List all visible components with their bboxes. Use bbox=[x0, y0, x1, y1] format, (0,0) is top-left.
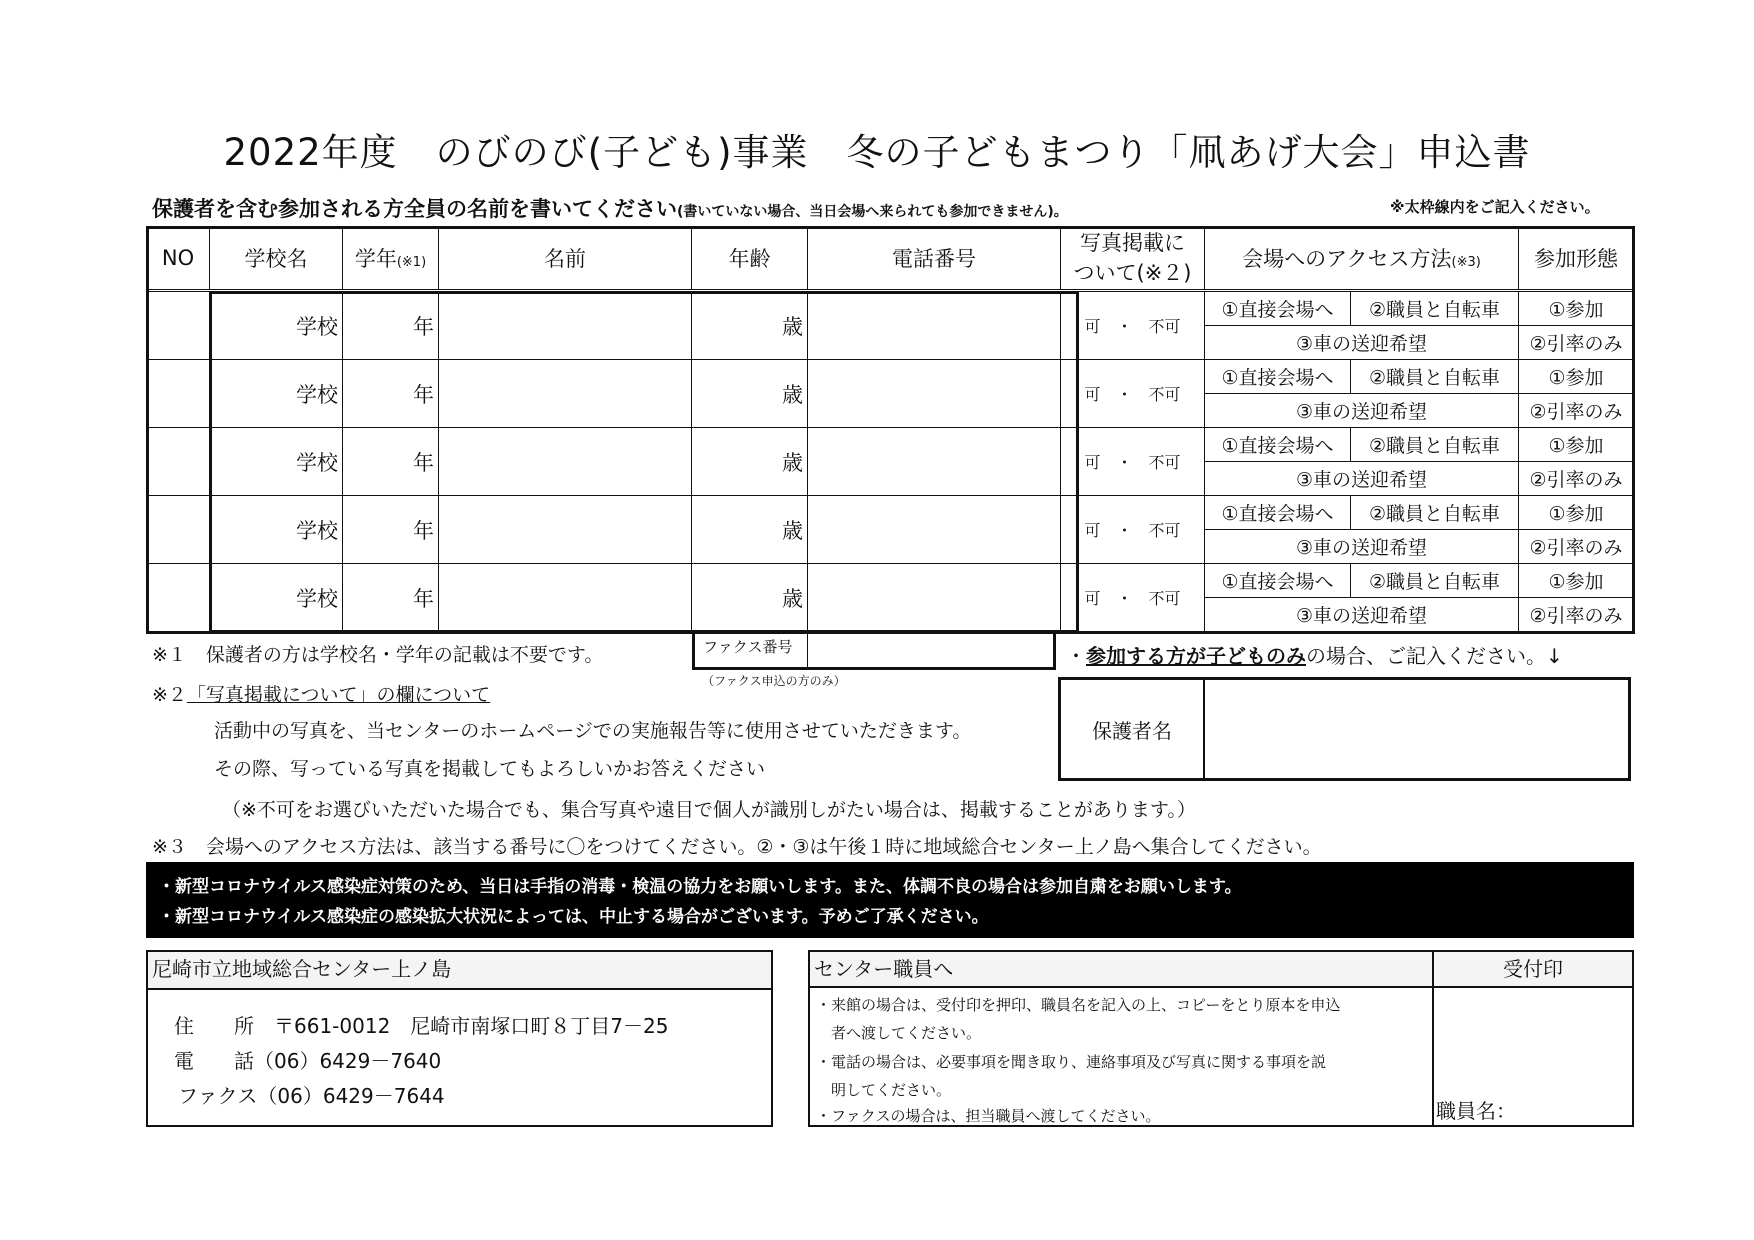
header-access-note: (※3) bbox=[1451, 255, 1481, 270]
type-option-escort[interactable]: ②引率のみ bbox=[1519, 530, 1634, 564]
type-option-escort[interactable]: ②引率のみ bbox=[1519, 394, 1634, 428]
header-type: 参加形態 bbox=[1519, 227, 1634, 291]
access-option-bicycle[interactable]: ②職員と自転車 bbox=[1351, 564, 1519, 598]
guardian-instruction bbox=[1066, 640, 1563, 669]
header-grade-label: 学年 bbox=[354, 247, 397, 271]
cell-school[interactable]: 学校 bbox=[210, 291, 343, 360]
access-option-car[interactable]: ③車の送迎希望 bbox=[1205, 598, 1519, 632]
staff-instructions-box bbox=[808, 950, 1634, 1127]
fax-number-label: ファクス番号 bbox=[695, 632, 808, 670]
note-2-line-1: 活動中の写真を、当センターのホームページでの実施報告等に使用させていただきます。 bbox=[214, 720, 972, 742]
type-option-escort[interactable]: ②引率のみ bbox=[1519, 326, 1634, 360]
header-school: 学校名 bbox=[210, 227, 343, 291]
instruction-line bbox=[152, 193, 1068, 223]
cell-grade[interactable]: 年 bbox=[343, 496, 439, 564]
guardian-emphasis: 参加する方が子どものみ bbox=[1086, 644, 1306, 668]
cell-phone[interactable] bbox=[808, 564, 1061, 632]
cell-name[interactable] bbox=[439, 496, 692, 564]
covid-notice bbox=[146, 862, 1634, 938]
header-photo-l1: 写真掲載に bbox=[1080, 231, 1185, 255]
cell-grade[interactable]: 年 bbox=[343, 564, 439, 632]
staff-header: センター職員へ bbox=[810, 952, 1432, 988]
type-option-participate[interactable]: ①参加 bbox=[1519, 564, 1634, 598]
access-option-direct[interactable]: ①直接会場へ bbox=[1205, 291, 1351, 326]
photo-consent-option[interactable]: 可 ・ 不可 bbox=[1061, 360, 1205, 428]
cell-school[interactable]: 学校 bbox=[210, 428, 343, 496]
covid-notice-line-1: ・新型コロナウイルス感染症対策のため、当日は手指の消毒・検温の協力をお願いします。また、体調不良の場合は参加自粛をお願いします。 bbox=[158, 877, 1242, 897]
cell-school[interactable]: 学校 bbox=[210, 564, 343, 632]
center-phone: 電 話（06）6429－7640 bbox=[174, 1049, 442, 1073]
staff-line-1: ・来館の場合は、受付印を押印、職員名を記入の上、コピーをとり原本を申込 bbox=[816, 996, 1341, 1014]
cell-grade[interactable]: 年 bbox=[343, 360, 439, 428]
center-address: 住 所 〒661-0012 尼崎市南塚口町８丁目7－25 bbox=[174, 1014, 669, 1038]
instruction-main: 保護者を含む参加される方全員の名前を書いてください bbox=[152, 197, 677, 221]
access-option-bicycle[interactable]: ②職員と自転車 bbox=[1351, 360, 1519, 394]
guardian-suffix: の場合、ご記入ください。↓ bbox=[1306, 644, 1563, 668]
cell-grade[interactable]: 年 bbox=[343, 428, 439, 496]
access-option-direct[interactable]: ①直接会場へ bbox=[1205, 428, 1351, 462]
cell-grade[interactable]: 年 bbox=[343, 291, 439, 360]
staff-line-5: ・ファクスの場合は、担当職員へ渡してください。 bbox=[816, 1107, 1161, 1125]
cell-age[interactable]: 歳 bbox=[692, 360, 808, 428]
covid-notice-line-2: ・新型コロナウイルス感染症の感染拡大状況によっては、中止する場合がございます。予めご了承ください。 bbox=[158, 907, 989, 927]
access-option-car[interactable]: ③車の送迎希望 bbox=[1205, 394, 1519, 428]
access-option-direct[interactable]: ①直接会場へ bbox=[1205, 360, 1351, 394]
header-photo bbox=[1061, 227, 1205, 291]
access-option-car[interactable]: ③車の送迎希望 bbox=[1205, 462, 1519, 496]
access-option-direct[interactable]: ①直接会場へ bbox=[1205, 496, 1351, 530]
fill-note: ※太枠線内をご記入ください。 bbox=[1390, 198, 1600, 216]
cell-name[interactable] bbox=[439, 564, 692, 632]
access-option-car[interactable]: ③車の送迎希望 bbox=[1205, 326, 1519, 360]
type-option-participate[interactable]: ①参加 bbox=[1519, 291, 1634, 326]
access-option-car[interactable]: ③車の送迎希望 bbox=[1205, 530, 1519, 564]
note-2-title: 「写真掲載について」の欄について bbox=[186, 684, 491, 706]
table-row bbox=[147, 564, 1634, 598]
header-photo-l2: ついて(※２) bbox=[1073, 261, 1192, 285]
cell-no[interactable] bbox=[147, 496, 210, 564]
type-option-escort[interactable]: ②引率のみ bbox=[1519, 462, 1634, 496]
cell-age[interactable]: 歳 bbox=[692, 496, 808, 564]
center-name: 尼崎市立地域総合センター上ノ島 bbox=[148, 952, 771, 990]
cell-no[interactable] bbox=[147, 564, 210, 632]
cell-phone[interactable] bbox=[808, 291, 1061, 360]
access-option-direct[interactable]: ①直接会場へ bbox=[1205, 564, 1351, 598]
center-fax: ファクス（06）6429－7644 bbox=[178, 1084, 445, 1108]
guardian-name-label: 保護者名 bbox=[1061, 680, 1205, 778]
table-row bbox=[147, 360, 1634, 394]
cell-no[interactable] bbox=[147, 360, 210, 428]
type-option-participate[interactable]: ①参加 bbox=[1519, 428, 1634, 462]
access-option-bicycle[interactable]: ②職員と自転車 bbox=[1351, 428, 1519, 462]
note-3: ※３ 会場へのアクセス方法は、該当する番号に〇をつけてください。②・③は午後１時に地域総合センター上ノ島へ集合してください。 bbox=[152, 836, 1322, 858]
guardian-name-field[interactable] bbox=[1058, 677, 1631, 781]
header-no: NO bbox=[147, 227, 210, 291]
guardian-prefix: ・ bbox=[1066, 644, 1086, 668]
photo-consent-option[interactable]: 可 ・ 不可 bbox=[1061, 291, 1205, 360]
photo-consent-option[interactable]: 可 ・ 不可 bbox=[1061, 496, 1205, 564]
type-option-escort[interactable]: ②引率のみ bbox=[1519, 598, 1634, 632]
cell-phone[interactable] bbox=[808, 496, 1061, 564]
staff-line-3: ・電話の場合は、必要事項を聞き取り、連絡事項及び写真に関する事項を説 bbox=[816, 1053, 1327, 1071]
photo-consent-option[interactable]: 可 ・ 不可 bbox=[1061, 564, 1205, 632]
cell-no[interactable] bbox=[147, 428, 210, 496]
fax-note: （ファクス申込の方のみ） bbox=[702, 674, 846, 688]
fax-number-field[interactable] bbox=[692, 632, 1056, 670]
page-title: 2022年度 のびのび(子ども)事業 冬の子どもまつり「凧あげ大会」申込書 bbox=[223, 131, 1531, 174]
header-age: 年齢 bbox=[692, 227, 808, 291]
note-1: ※１ 保護者の方は学校名・学年の記載は不要です。 bbox=[152, 644, 604, 666]
cell-age[interactable]: 歳 bbox=[692, 291, 808, 360]
access-option-bicycle[interactable]: ②職員と自転車 bbox=[1351, 291, 1519, 326]
staff-name-label: 職員名： bbox=[1436, 1099, 1516, 1123]
type-option-participate[interactable]: ①参加 bbox=[1519, 360, 1634, 394]
application-table bbox=[146, 226, 1634, 632]
cell-name[interactable] bbox=[439, 360, 692, 428]
cell-phone[interactable] bbox=[808, 428, 1061, 496]
header-access-label: 会場へのアクセス方法 bbox=[1242, 247, 1452, 271]
header-access bbox=[1205, 227, 1519, 291]
staff-line-4: 明してください。 bbox=[816, 1081, 952, 1099]
table-row bbox=[147, 428, 1634, 462]
cell-name[interactable] bbox=[439, 428, 692, 496]
cell-school[interactable]: 学校 bbox=[210, 360, 343, 428]
note-2-line-2: その際、写っている写真を掲載してもよろしいかお答えください bbox=[214, 758, 766, 780]
staff-line-2: 者へ渡してください。 bbox=[816, 1024, 982, 1042]
photo-consent-option[interactable]: 可 ・ 不可 bbox=[1061, 428, 1205, 496]
header-phone: 電話番号 bbox=[808, 227, 1061, 291]
cell-no[interactable] bbox=[147, 291, 210, 360]
cell-phone[interactable] bbox=[808, 360, 1061, 428]
header-grade bbox=[343, 227, 439, 291]
center-address-box bbox=[146, 950, 773, 1127]
note-2-heading bbox=[152, 680, 490, 707]
header-grade-note: (※1) bbox=[396, 255, 427, 270]
stamp-header: 受付印 bbox=[1432, 952, 1632, 988]
cell-age[interactable]: 歳 bbox=[692, 428, 808, 496]
cell-school[interactable]: 学校 bbox=[210, 496, 343, 564]
instruction-paren: (書いていない場合、当日会場へ来られても参加できません)。 bbox=[677, 204, 1068, 220]
access-option-bicycle[interactable]: ②職員と自転車 bbox=[1351, 496, 1519, 530]
header-name: 名前 bbox=[439, 227, 692, 291]
note-2-mark: ※２ bbox=[152, 684, 187, 706]
note-2-line-3: （※不可をお選びいただいた場合でも、集合写真や遠目で個人が識別しがたい場合は、掲載することがあります。） bbox=[222, 799, 1196, 821]
type-option-participate[interactable]: ①参加 bbox=[1519, 496, 1634, 530]
table-row bbox=[147, 496, 1634, 530]
cell-age[interactable]: 歳 bbox=[692, 564, 808, 632]
cell-name[interactable] bbox=[439, 291, 692, 360]
table-row bbox=[147, 291, 1634, 326]
